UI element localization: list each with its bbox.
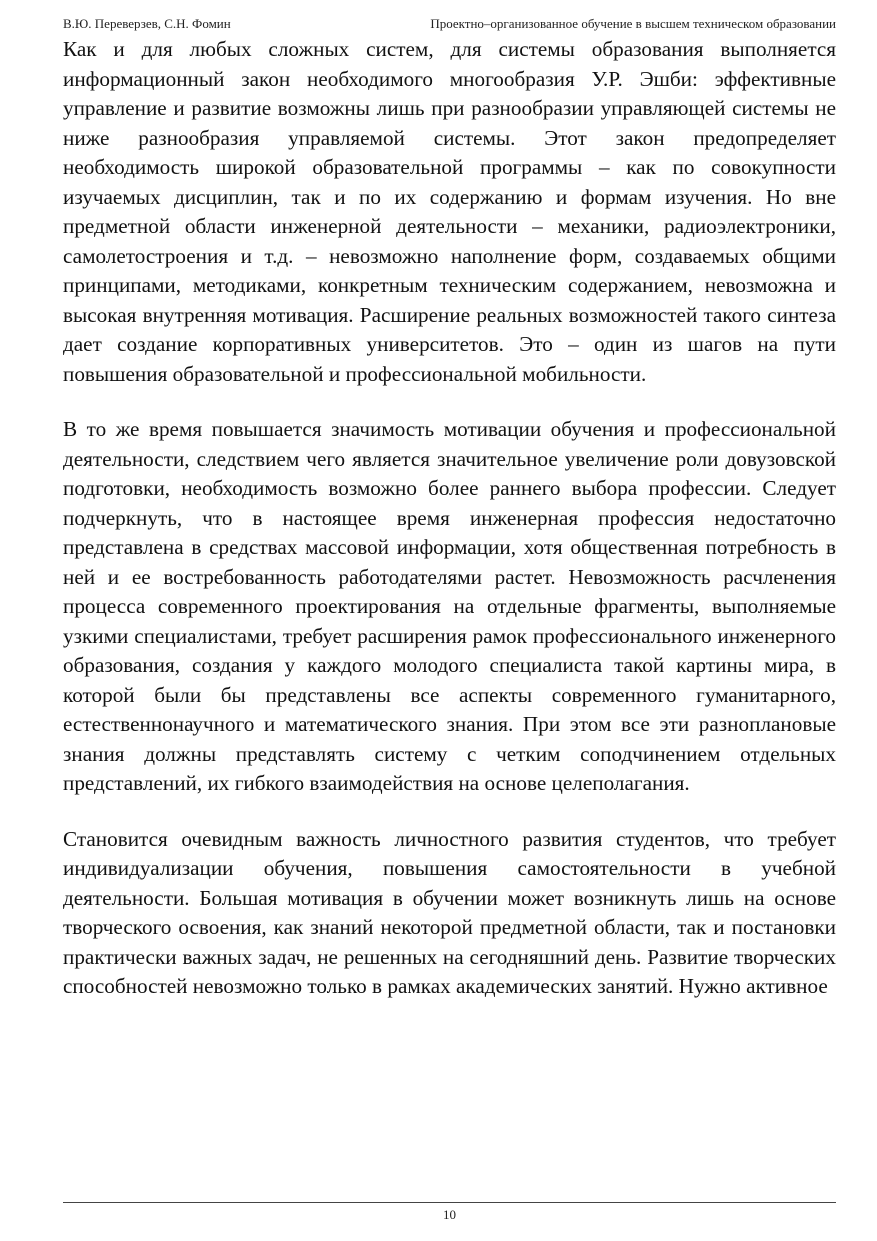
page-number: 10 (443, 1207, 456, 1222)
paragraph-3: Становится очевидным важность личностного развития студентов, что требует индивидуализации обучения, повышения самостоятельности в учебной деятельности. Большая мотивация в обучении может возникнуть лишь на основе творческого освоения, как знаний некоторой предметной области, так и постановки практически важных задач, не решенных на сегодняшний день. Развитие творческих способностей невозможно только в рамках академических занятий. Нужно активное (63, 826, 836, 998)
paragraph-2: В то же время повышается значимость мотивации обучения и профессиональной деятельности, следствием чего является значительное увеличение роли довузовской подготовки, необходимость возможно более раннего выбора профессии. Следует подчеркнуть, что в настоящее время инженерная профессия недостаточно представлена в средствах массовой информации, хотя общественная потребность в ней и ее востребованность работодателями растет. Невозможность расчленения процесса современного проектирования на отдельные фрагменты, выполняемые узкими специалистами, требует расширения рамок профессионального инженерного образования, создания у каждого молодого специалиста такой картины мира, в которой были бы представлены все аспекты современного гуманитарного, естественнонаучного и математического знания. При этом все эти разноплановые знания должны представлять систему с четким соподчинением отдельных представлений, их гибкого взаимодействия на основе целеполагания. (63, 417, 836, 795)
body-text (63, 35, 836, 1002)
paragraph-1: Как и для любых сложных систем, для системы образования выполняется информационный закон необходимого многообразия У.Р. Эшби: эффективные управление и развитие возможны лишь при разнообразии управляющей системы не ниже разнообразия управляемой системы. Этот закон предопределяет необходимость широкой образовательной программы – как по совокупности изучаемых дисциплин, так и по их содержанию и формам изучения. Но вне предметной области инженерной деятельности – механики, радиоэлектроники, самолетостроения и т.д. – невозможно наполнение форм, создаваемых общими принципами, методиками, конкретным техническим содержанием, невозможна и высокая внутренняя мотивация. Расширение реальных возможностей такого синтеза дает создание корпоративных университетов. Это – один из шагов на пути повышения образовательной и профессиональной мобильности. (63, 37, 836, 386)
header-authors: В.Ю. Переверзев, С.Н. Фомин (63, 16, 231, 31)
running-header (63, 14, 836, 34)
header-title: Проектно–организованное обучение в высшем техническом образовании (430, 16, 836, 31)
footer-divider (63, 1202, 836, 1203)
